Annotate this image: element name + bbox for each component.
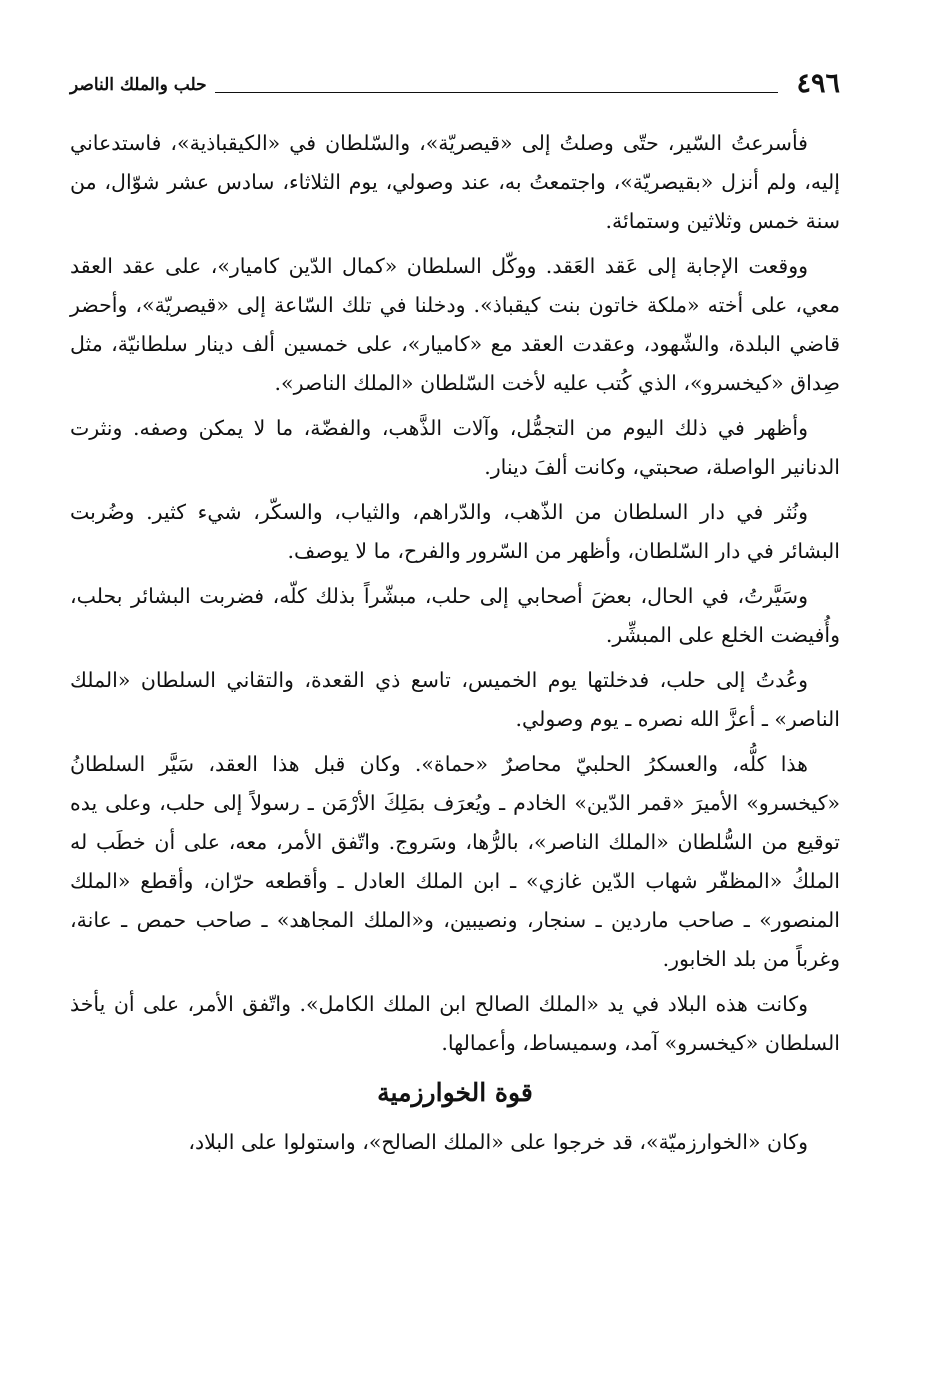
paragraph: وعُدتُ إلى حلب، فدخلتها يوم الخميس، تاسع ذي القعدة، والتقاني السلطان «الملك الناصر» ـ أعزَّ الله نصره ـ يوم وصولي. (70, 668, 840, 731)
body-text (70, 124, 840, 1168)
paragraph: ونُثر في دار السلطان من الذّهب، والدّراهم، والثياب، والسكّر، شيء كثير. وضُربت البشائر في دار السّلطان، وأظهر من السّرور والفرح، ما لا يوصف. (70, 500, 840, 563)
paragraph: فأسرعتُ السّير، حتّى وصلتُ إلى «قيصريّة»، والسّلطان في «الكيقباذية»، فاستدعاني إليه، ولم أنزل «بقيصريّة»، واجتمعتُ به، عند وصولي، يوم الثلاثاء، سادس عشر شوّال، من سنة خمس وثلاثين وستمائة. (70, 131, 840, 233)
running-title: حلب والملك الناصر (70, 75, 207, 95)
header-rule (215, 92, 778, 93)
paragraph: وكانت هذه البلاد في يد «الملك الصالح ابن الملك الكامل». واتّفق الأمر، على أن يأخذ السلطان «كيخسرو» آمد، وسميساط، وأعمالها. (70, 992, 840, 1055)
page-header (70, 66, 840, 106)
paragraph: وكان «الخوارزميّة»، قد خرجوا على «الملك الصالح»، واستولوا على البلاد، (188, 1130, 808, 1154)
paragraph: ووقعت الإجابة إلى عَقد العَقد. ووكّل السلطان «كمال الدّين كاميار»، على عقد العقد معي، على أخته «ملكة خاتون بنت كيقباذ». ودخلنا في تلك السّاعة إلى «قيصريّة»، وأحضر قاضي البلدة، والشّهود، وعقدت العقد مع «كاميار»، على خمسين ألف دينار سلطانيّة، مثل صِداق «كيخسرو»، الذي كُتب عليه لأخت السّلطان «الملك الناصر». (70, 254, 840, 395)
paragraph: هذا كلُّه، والعسكرُ الحلبيّ محاصرٌ «حماة». وكان قبل هذا العقد، سَيَّر السلطانُ «كيخسرو» الأميرَ «قمر الدّين» الخادم ـ ويُعرَف بمَلِكَ الأرْمَن ـ رسولاً إلى حلب، وعلى يده توقيع من السُّلطان «الملك الناصر»، بالرُّها، وسَروج. واتّفق الأمر، معه، على أن خطَب له الملكُ «المظفّر شهاب الدّين غازي» ـ ابن الملك العادل ـ وأقطعه حرّان، وأقطع «الملك المنصور» ـ صاحب ماردين ـ سنجار، ونصيبين، و«الملك المجاهد» ـ صاحب حمص ـ عانة، وغرباً من بلد الخابور. (70, 752, 840, 971)
paragraph: وأظهر في ذلك اليوم من التجمُّل، وآلات الذَّهب، والفضّة، ما لا يمكن وصفه. ونثرت الدنانير الواصلة، صحبتي، وكانت ألفَ دينار. (70, 416, 840, 479)
paragraph: وسَيَّرتُ، في الحال، بعضَ أصحابي إلى حلب، مبشّراً بذلك كلّه، فضربت البشائر بحلب، وأُفيضت الخلع على المبشِّر. (70, 584, 840, 647)
page-number: ٤٩٦ (796, 68, 840, 99)
section-heading: قوة الخوارزمية (377, 1078, 533, 1107)
